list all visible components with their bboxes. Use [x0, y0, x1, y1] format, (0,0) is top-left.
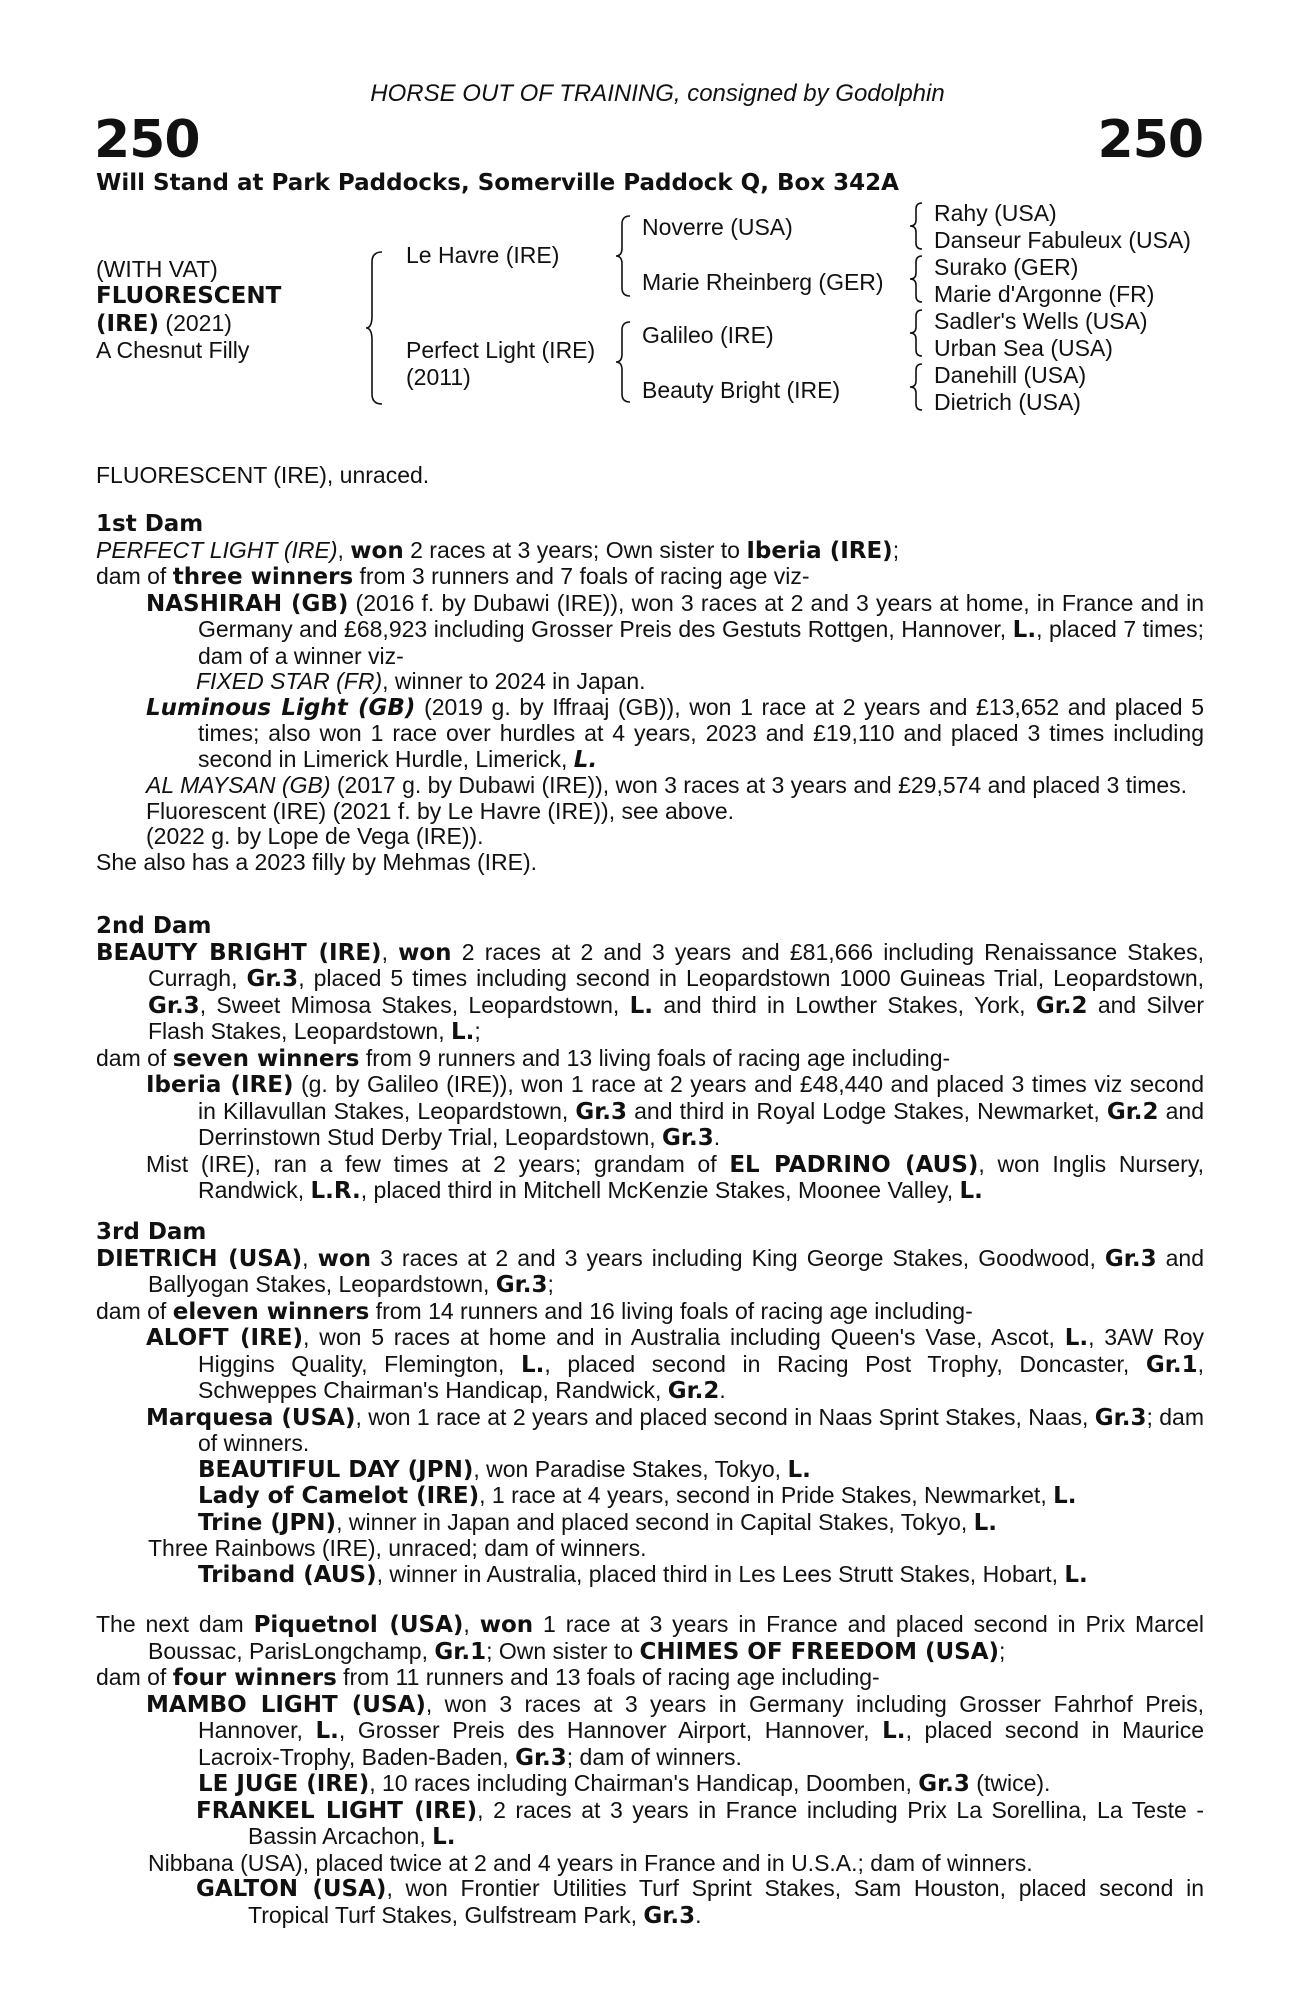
- dam2-produce-2: [96, 1152, 1204, 1205]
- t: won: [317, 1245, 372, 1272]
- t: (2016 f. by Dubawi (IRE)), won 3 races at 2 and 3 years at home, in France and in Germany and £68,923 including Grosser Preis des Gestuts Rottgen, Hannover,: [198, 589, 1204, 642]
- t: ; Own sister to: [486, 1637, 640, 1664]
- dam1-produce-4: Fluorescent (IRE) (2021 f. by Le Havre (IRE)), see above.: [146, 797, 735, 824]
- t: L.: [629, 992, 654, 1019]
- first-dam-heading: 1st Dam: [96, 511, 204, 537]
- dam2-name: BEAUTY BRIGHT (IRE): [96, 939, 382, 966]
- t: 3 races at 2 and 3 years including King George Stakes, Goodwood,: [371, 1244, 1105, 1271]
- sss-name: Rahy (USA): [934, 200, 1057, 226]
- dam4-produce-1: [96, 1692, 1204, 1772]
- dam3-produce-3-sub: [96, 1562, 1204, 1589]
- t: , placed 7 times; dam of a winner viz-: [198, 616, 1205, 669]
- second-dam-section: [96, 914, 1204, 1205]
- t: CHIMES OF FREEDOM (USA): [639, 1638, 1000, 1665]
- t: , won Paradise Stakes, Tokyo,: [473, 1455, 788, 1482]
- t: ALOFT (IRE): [146, 1325, 304, 1351]
- dam1-name: PERFECT LIGHT (IRE): [96, 536, 338, 563]
- t: L.: [1064, 1561, 1088, 1588]
- t: Iberia (IRE): [146, 1072, 294, 1098]
- t: Gr.3: [1094, 1404, 1147, 1431]
- dam1-produce-5: (2022 g. by Lope de Vega (IRE)).: [146, 823, 484, 849]
- t: eleven winners: [172, 1298, 370, 1325]
- t: dam of: [96, 563, 173, 589]
- dam2-produce-1: [96, 1072, 1204, 1152]
- t: Gr.3: [643, 1902, 696, 1929]
- ds-brace: [908, 307, 928, 359]
- dam1-produce-1-sub: [96, 669, 1204, 695]
- dam1-produce-1: [96, 591, 1204, 670]
- t: ; dam of winners.: [566, 1743, 742, 1770]
- third-dam-line2: [96, 1299, 1204, 1326]
- t: Marquesa (USA): [146, 1404, 356, 1431]
- t: , placed 5 times including second in Leopardstown 1000 Guineas Trial, Leopardstown,: [298, 965, 1205, 991]
- t: from 14 runners and 16 living foals of racing age including-: [369, 1297, 973, 1324]
- subject-description: A Chesnut Filly: [96, 337, 250, 363]
- t: dam of: [96, 1664, 173, 1690]
- t: , Sweet Mimosa Stakes, Leopardstown,: [199, 991, 630, 1018]
- t: , placed second in Racing Post Trophy, Doncaster,: [544, 1350, 1146, 1377]
- dam3-produce-2: [96, 1405, 1204, 1457]
- dds-name: Danehill (USA): [934, 362, 1087, 388]
- t: L.: [315, 1718, 339, 1744]
- subject-vat: (WITH VAT): [96, 256, 218, 282]
- third-dam-section: [96, 1220, 1204, 1588]
- t: , winner in Japan and placed second in Capital Stakes, Tokyo,: [336, 1508, 974, 1535]
- t: , winner in Australia, placed third in Les Lees Strutt Stakes, Hobart,: [376, 1560, 1065, 1587]
- dss-name: Sadler's Wells (USA): [934, 308, 1148, 334]
- t: FRANKEL LIGHT (IRE): [196, 1797, 478, 1824]
- lot-number-left: 250: [94, 110, 200, 170]
- t: .: [695, 1901, 702, 1928]
- dam4-produce-1-sub-1: [96, 1771, 1204, 1798]
- t: , Schweppes Chairman's Handicap, Randwick,: [198, 1350, 1204, 1403]
- t: .: [713, 1124, 721, 1150]
- t: won: [398, 939, 452, 966]
- t: dam of: [96, 1297, 173, 1324]
- dam4-produce-1-sub-2: [96, 1798, 1204, 1851]
- dam4-produce-2: Nibbana (USA), placed twice at 2 and 4 years in France and in U.S.A.; dam of winners.: [148, 1849, 1033, 1876]
- t: and Silver Flash Stakes, Leopardstown,: [148, 991, 1205, 1044]
- t: , Grosser Preis des Hannover Airport, Hannover,: [338, 1717, 883, 1743]
- t: Triband (AUS): [198, 1561, 377, 1588]
- sd-brace: [908, 253, 928, 305]
- subject-origin: (IRE): [96, 311, 160, 337]
- t: from 9 runners and 13 living foals of racing age including-: [359, 1044, 951, 1071]
- first-dam-line1: [96, 538, 1204, 565]
- t: .: [719, 1377, 726, 1403]
- t: (2017 g. by Dubawi (IRE)), won 3 races at 3 years and £29,574 and placed 3 times.: [330, 772, 1188, 798]
- t: The next dam: [96, 1611, 254, 1637]
- t: NASHIRAH (GB): [146, 590, 349, 617]
- t: ;: [999, 1637, 1006, 1664]
- t: L.: [451, 1019, 475, 1045]
- t: and Ballyogan Stakes, Leopardstown,: [148, 1244, 1204, 1297]
- t: L.: [973, 1509, 998, 1536]
- dam-name: Perfect Light (IRE): [406, 337, 596, 363]
- t: 1 race at 3 years in France and placed second in Prix Marcel Boussac, ParisLongchamp,: [148, 1611, 1204, 1664]
- t: MAMBO LIGHT (USA): [146, 1691, 426, 1718]
- t: and Derrinstown Stud Derby Trial, Leopardstown,: [198, 1097, 1205, 1150]
- t: ,: [381, 938, 399, 965]
- ss-brace: [908, 200, 928, 252]
- t: Gr.1: [434, 1638, 487, 1665]
- t: ,: [463, 1611, 480, 1637]
- t: L.: [1064, 1325, 1089, 1351]
- ddd-name: Dietrich (USA): [934, 389, 1081, 415]
- dam1-produce-6: She also has a 2023 filly by Mehmas (IRE).: [96, 848, 538, 875]
- t: (twice).: [969, 1770, 1051, 1796]
- t: L.: [1012, 617, 1037, 643]
- next-dam-line1: [96, 1612, 1204, 1665]
- subject-name: FLUORESCENT: [96, 283, 282, 309]
- t: Mist (IRE), ran a few times at 2 years; grandam of: [146, 1150, 730, 1177]
- t: Gr.1: [1145, 1351, 1198, 1378]
- ssd-name: Danseur Fabuleux (USA): [934, 227, 1191, 253]
- sds-name: Surako (GER): [934, 254, 1079, 280]
- stand-info: Will Stand at Park Paddocks, Somerville Paddock Q, Box 342A: [96, 170, 899, 196]
- t: 2 races at 3 years; Own sister to: [403, 536, 747, 563]
- page-header-title: HORSE OUT OF TRAINING, consigned by Godolphin: [370, 80, 945, 107]
- dam-brace: [614, 318, 636, 406]
- t: L.: [1053, 1483, 1077, 1509]
- sdd-name: Marie d'Argonne (FR): [934, 281, 1155, 307]
- t: EL PADRINO (AUS): [729, 1151, 979, 1178]
- t: 2 races at 2 and 3 years and £81,666 including Renaissance Stakes, Curragh,: [148, 938, 1204, 991]
- subject-origin-year: [96, 310, 232, 337]
- t: Gr.2: [1035, 992, 1088, 1019]
- t: L.: [882, 1718, 906, 1744]
- t: ;: [474, 1018, 481, 1044]
- subject-year: (2021): [165, 310, 232, 336]
- t: Gr.3: [515, 1744, 567, 1771]
- t: Gr.3: [148, 992, 200, 1019]
- t: LE JUGE (IRE): [198, 1771, 370, 1797]
- sire-brace: [614, 212, 636, 300]
- t: ,: [337, 536, 351, 563]
- t: from 11 runners and 13 foals of racing age including-: [336, 1664, 880, 1690]
- second-dam-line2: [96, 1046, 1204, 1073]
- summary-line: FLUORESCENT (IRE), unraced.: [96, 462, 430, 488]
- t: , won 3 races at 3 years in Germany including Grosser Fahrhof Preis, Hannover,: [198, 1690, 1204, 1743]
- dam3-produce-3: Three Rainbows (IRE), unraced; dam of winners.: [148, 1535, 647, 1561]
- t: ;: [547, 1271, 554, 1297]
- t: Gr.2: [1106, 1098, 1159, 1125]
- next-dam-line2: [96, 1665, 1204, 1692]
- next-dam-section: [96, 1612, 1204, 1929]
- t: and third in Royal Lodge Stakes, Newmarket,: [627, 1097, 1107, 1124]
- third-dam-line1: [96, 1246, 1204, 1299]
- t: Lady of Camelot (IRE): [198, 1483, 480, 1509]
- t: , winner to 2024 in Japan.: [382, 668, 646, 694]
- t: won: [350, 537, 404, 564]
- t: BEAUTIFUL DAY (JPN): [198, 1456, 474, 1483]
- t: Gr.3: [575, 1098, 628, 1125]
- first-dam-section: [96, 512, 1204, 875]
- t: Gr.3: [918, 1771, 970, 1797]
- t: Trine (JPN): [198, 1509, 337, 1536]
- t: (g. by Galileo (IRE)), won 1 race at 2 years and £48,440 and placed 3 times viz second in Killavullan Stakes, Leopardstown,: [198, 1071, 1204, 1124]
- t: , placed second in Maurice Lacroix-Trophy, Baden-Baden,: [198, 1717, 1204, 1770]
- t: and third in Lowther Stakes, York,: [653, 991, 1036, 1018]
- dam3-produce-1: [96, 1325, 1204, 1405]
- t: L.: [432, 1824, 456, 1850]
- t: L.: [520, 1351, 545, 1378]
- t: Gr.2: [667, 1378, 720, 1404]
- t: Luminous Light (GB): [146, 694, 416, 721]
- t: , won Frontier Utilities Turf Sprint Stakes, Sam Houston, placed second in Tropical Turf Stakes, Gulfstream Park,: [248, 1875, 1204, 1928]
- t: L.: [573, 746, 598, 773]
- t: , 2 races at 3 years in France including Prix La Sorellina, La Teste - Bassin Arcachon,: [248, 1796, 1204, 1849]
- t: FIXED STAR (FR): [196, 668, 383, 694]
- second-dam-heading: 2nd Dam: [96, 913, 212, 939]
- t: ;: [892, 536, 900, 563]
- t: , won Inglis Nursery, Randwick,: [198, 1150, 1205, 1203]
- t: Gr.3: [662, 1125, 714, 1151]
- t: from 3 runners and 7 foals of racing age viz-: [353, 563, 810, 589]
- dam-sire: Galileo (IRE): [642, 322, 774, 348]
- dam-year: (2011): [406, 364, 471, 390]
- t: , 1 race at 4 years, second in Pride Stakes, Newmarket,: [479, 1482, 1054, 1508]
- t: three winners: [172, 564, 354, 590]
- dam1-produce-3: [96, 773, 1204, 799]
- dam3-produce-2-sub-3: [96, 1510, 1204, 1537]
- sire-dam: Marie Rheinberg (GER): [642, 269, 884, 295]
- subject-brace: [364, 248, 388, 408]
- t: dam of: [96, 1044, 173, 1071]
- dd-brace: [908, 361, 928, 413]
- t: four winners: [172, 1665, 337, 1691]
- t: Gr.3: [1104, 1245, 1157, 1272]
- t: L.: [959, 1178, 983, 1204]
- t: L.R.: [310, 1178, 361, 1204]
- t: Gr.3: [246, 966, 299, 992]
- lot-number-right: 250: [1097, 110, 1203, 170]
- dam4-name: Piquetnol (USA): [253, 1612, 464, 1638]
- t: won: [479, 1612, 534, 1638]
- dsd-name: Urban Sea (USA): [934, 335, 1113, 361]
- t: ; dam of winners.: [198, 1403, 1204, 1456]
- t: , 3AW Roy Higgins Quality, Flemington,: [198, 1324, 1204, 1377]
- first-dam-line2: [96, 564, 1204, 591]
- t: , won 5 races at home and in Australia including Queen's Vase, Ascot,: [303, 1324, 1065, 1350]
- dam3-produce-2-sub-2: [96, 1483, 1204, 1510]
- t: , placed third in Mitchell McKenzie Stakes, Moonee Valley,: [360, 1177, 960, 1203]
- dam1-produce-2: [96, 695, 1204, 774]
- t: Gr.3: [495, 1272, 548, 1298]
- second-dam-line1: [96, 940, 1204, 1046]
- t: L.: [787, 1456, 811, 1483]
- dam-dam: Beauty Bright (IRE): [642, 377, 841, 403]
- t: , 10 races including Chairman's Handicap, Doomben,: [369, 1770, 919, 1796]
- t: AL MAYSAN (GB): [146, 772, 331, 798]
- dam4-produce-2-sub: [96, 1876, 1204, 1929]
- t: , won 1 race at 2 years and placed second in Naas Sprint Stakes, Naas,: [355, 1403, 1095, 1430]
- t: seven winners: [172, 1045, 360, 1072]
- dam3-name: DIETRICH (USA): [96, 1245, 303, 1272]
- t: ,: [302, 1244, 318, 1271]
- t: (2019 g. by Iffraaj (GB)), won 1 race at 2 years and £13,652 and placed 5 times; also won 1 race over hurdles at 4 years, 2023 and £19,110 and placed 3 times including second in Limerick Hurdle, Limerick,: [198, 693, 1204, 772]
- t: Iberia (IRE): [746, 537, 893, 564]
- t: GALTON (USA): [196, 1876, 387, 1902]
- sire-sire: Noverre (USA): [642, 214, 793, 240]
- dam3-produce-2-sub-1: [96, 1457, 1204, 1484]
- third-dam-heading: 3rd Dam: [96, 1219, 207, 1245]
- sire-name: Le Havre (IRE): [406, 242, 560, 268]
